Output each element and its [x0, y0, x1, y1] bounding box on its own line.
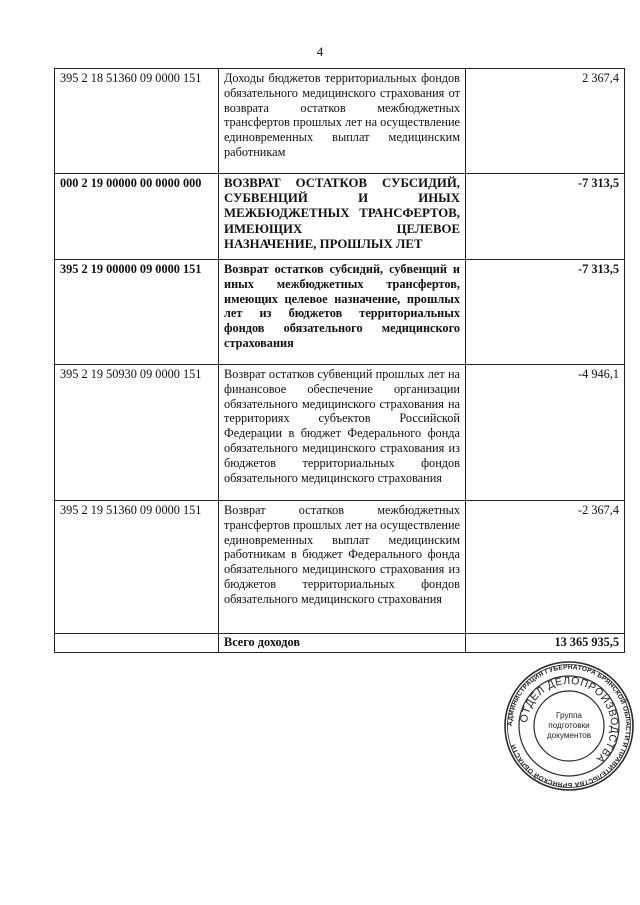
- total-row: [55, 634, 625, 653]
- official-stamp: [503, 660, 635, 792]
- revenue-description: ВОЗВРАТ ОСТАТКОВ СУБСИДИЙ, СУБВЕНЦИЙ И ИНЫХ МЕЖБЮДЖЕТНЫХ ТРАНСФЕРТОВ, ИМЕЮЩИХ ЦЕЛЕВОЕ НАЗНАЧЕНИЕ, ПРОШЛЫХ ЛЕТ: [219, 174, 466, 260]
- stamp-middle-text: ОТДЕЛ ДЕЛОПРОИЗВОДСТВА: [518, 674, 621, 766]
- table-row: [55, 174, 625, 260]
- revenue-description: Возврат остатков субвенций прошлых лет на финансовое обеспечение организации обязательного медицинского страхования на территориях субъектов Российской Федерации в бюджет Федерального фонда обязательного медицинского страхования из бюджетов территориальных фондов обязательного медицинского страхования: [219, 365, 466, 501]
- revenue-description: Доходы бюджетов территориальных фондов обязательного медицинского страхования от возврата остатков межбюджетных трансфертов прошлых лет на осуществление единовременных выплат медицинским работникам: [219, 69, 466, 174]
- revenue-amount: -7 313,5: [466, 260, 625, 365]
- revenue-amount: -4 946,1: [466, 365, 625, 501]
- table-row: [55, 365, 625, 501]
- total-code: [55, 634, 219, 653]
- revenue-amount: -7 313,5: [466, 174, 625, 260]
- stamp-outer-text: АДМИНИСТРАЦИЯ ГУБЕРНАТОРА БРЯНСКОЙ ОБЛАСТИ И ПРАВИТЕЛЬСТВА БРЯНСКОЙ ОБЛАСТИ: [506, 663, 632, 789]
- revenue-description: Возврат остатков субсидий, субвенций и иных межбюджетных трансфертов, имеющих целевое назначение, прошлых лет из бюджетов территориальных фондов обязательного медицинского страхования: [219, 260, 466, 365]
- stamp-center-line: подготовки: [548, 721, 590, 730]
- revenue-description: Возврат остатков межбюджетных трансфертов прошлых лет на осуществление единовременных выплат медицинским работникам в бюджет Федерального фонда обязательного медицинского страхования из бюджетов территориальных фондов обязательного медицинского страхования: [219, 501, 466, 634]
- page-number: 4: [316, 44, 324, 59]
- total-label: Всего доходов: [219, 634, 466, 653]
- revenue-amount: 2 367,4: [466, 69, 625, 174]
- total-amount: 13 365 935,5: [466, 634, 625, 653]
- budget-code: 395 2 19 50930 09 0000 151: [55, 365, 219, 501]
- table-row: [55, 69, 625, 174]
- budget-code: 000 2 19 00000 00 0000 000: [55, 174, 219, 260]
- revenue-table: [54, 68, 625, 653]
- budget-code: 395 2 19 51360 09 0000 151: [55, 501, 219, 634]
- stamp-center-line: Группа: [556, 711, 582, 720]
- revenue-amount: -2 367,4: [466, 501, 625, 634]
- budget-code: 395 2 19 00000 09 0000 151: [55, 260, 219, 365]
- table-row: [55, 501, 625, 634]
- stamp-center-line: документов: [546, 731, 592, 740]
- budget-code: 395 2 18 51360 09 0000 151: [55, 69, 219, 174]
- table-row: [55, 260, 625, 365]
